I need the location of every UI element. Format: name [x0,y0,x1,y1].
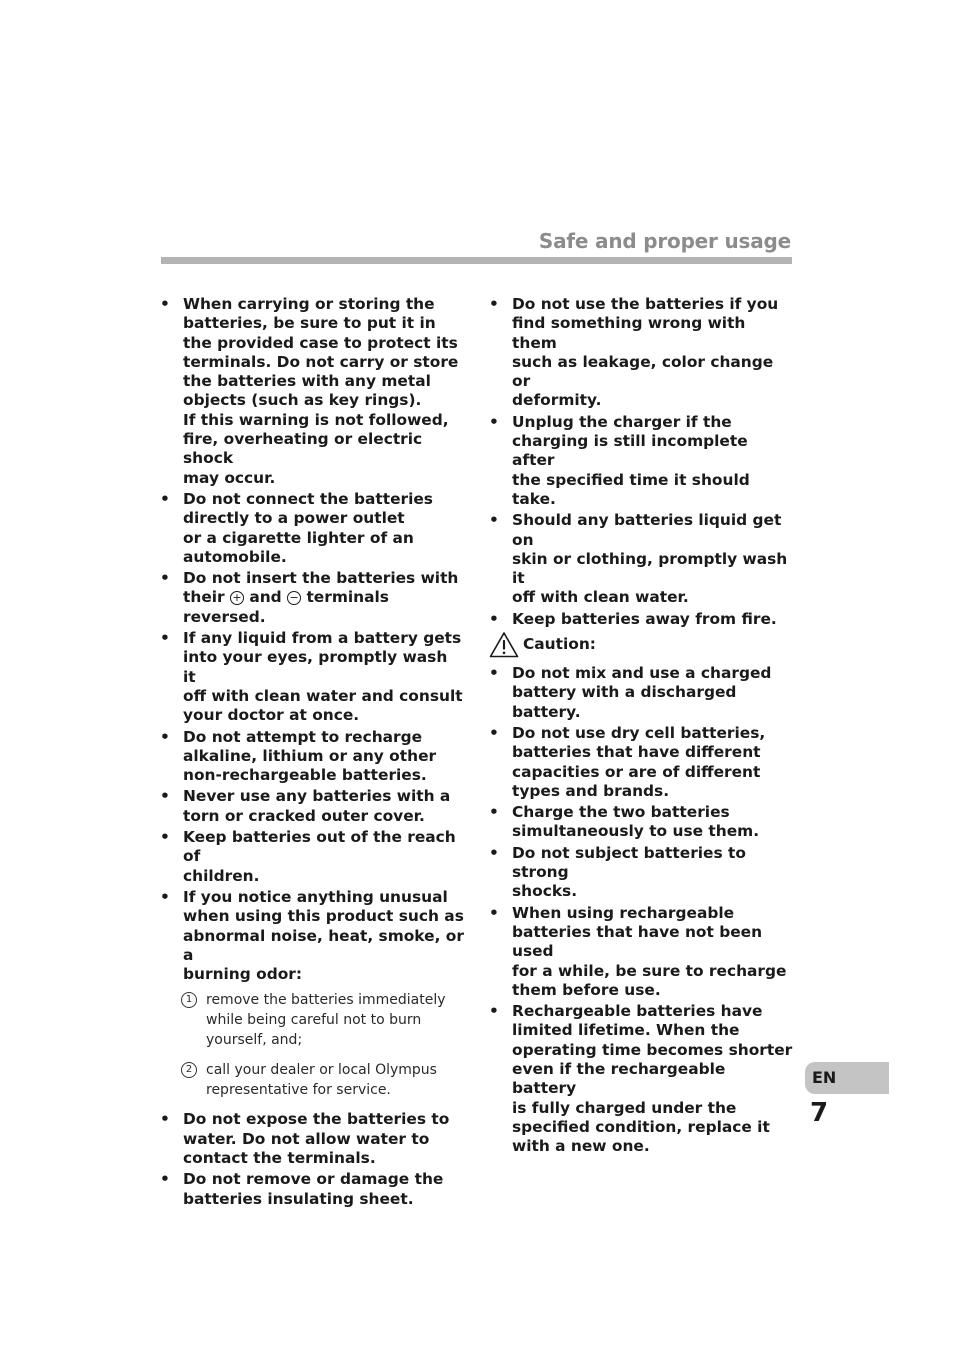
bullet-dot: • [489,723,499,742]
list-item: • Unplug the charger if the charging is still incomplete after the specified time it should take. [489,412,750,508]
list-item: • Do not connect the batteries directly to a power outlet or a cigarette lighter of an automobile. [160,489,433,566]
section-title: Safe and proper usage [538,229,791,253]
circled-number-1: 1 [181,992,197,1008]
caution-label: Caution: [523,634,596,653]
language-tab: EN [805,1062,889,1094]
warning-triangle-icon [489,631,519,658]
list-item: • Do not use the batteries if you find something wrong with them such as leakage, color change or deformity. [489,295,779,410]
bullet-dot: • [160,629,170,648]
title-rule [161,257,792,264]
list-item: • Do not expose the batteries to water. Do not allow water to contact the terminals. [160,1110,450,1167]
page-number: 7 [810,1098,829,1128]
right-column [489,295,794,1158]
bullet-dot: • [489,843,499,862]
bullet-dot: • [489,412,499,431]
list-item: • Keep batteries away from fire. [489,609,777,628]
step-item: 2 call your dealer or local Olympus representative for service. [181,1060,465,1100]
bullet-dot: • [489,903,499,922]
bullet-dot: • [489,295,499,313]
caution-bullet-list [489,664,794,1156]
bullet-dot: • [160,569,170,588]
minus-terminal-icon: − [287,591,301,605]
step-item: 1 remove the batteries immediately while being careful not to burn yourself, and; [181,990,465,1050]
list-item: • Never use any batteries with a torn or cracked outer cover. [160,787,451,825]
bullet-dot: • [160,828,170,847]
list-item: • Do not remove or damage the batteries insulating sheet. [160,1170,444,1208]
numbered-steps [160,990,465,1100]
list-item: • If any liquid from a battery gets into your eyes, promptly wash it off with clean water and consult your doctor at once. [160,629,463,725]
list-item: • When carrying or storing the batteries, be sure to put it in the provided case to protect its terminals. Do not carry or store the batteries with any metal objects (such as key rings). If this warning is not followed, fire, overheating or electric shock may occur. [160,295,459,487]
right-bullet-list [489,295,794,629]
bullet-dot: • [489,1002,499,1021]
bullet-dot: • [160,295,170,313]
bullet-dot: • [160,887,170,906]
bullet-dot: • [489,511,499,530]
left-column [160,295,465,1211]
list-item: • Should any batteries liquid get on skin or clothing, promptly wash it off with clean water. [489,511,788,607]
list-item: • Do not mix and use a charged battery with a discharged battery. [489,664,772,721]
caution-heading [489,631,794,658]
bullet-dot: • [160,489,170,508]
left-bullet-list [160,295,465,984]
list-item: • Rechargeable batteries have limited lifetime. When the operating time becomes shorter even if the rechargeable battery is fully charged under the specified condition, replace it with a new one. [489,1002,793,1156]
bullet-dot: • [489,803,499,822]
list-item: • When using rechargeable batteries that have not been used for a while, be sure to recharge them before use. [489,903,787,999]
list-item: • Do not subject batteries to strong shocks. [489,843,746,901]
circled-number-2: 2 [181,1062,197,1078]
plus-terminal-icon: + [230,591,244,605]
bullet-dot: • [489,664,499,683]
bullet-dot: • [160,727,170,746]
list-item: • If you notice anything unusual when using this product such as abnormal noise, heat, smoke, or a burning odor: [160,887,464,984]
list-item: • Do not attempt to recharge alkaline, lithium or any other non-rechargeable batteries. [160,727,437,785]
list-item: • Do not insert the batteries with their + and − terminals reversed. [160,569,459,626]
bullet-dot: • [160,787,170,806]
list-item: • Keep batteries out of the reach of children. [160,828,456,885]
left-bullet-list-continued [160,1110,465,1208]
list-item: • Do not use dry cell batteries, batteries that have different capacities or are of different types and brands. [489,723,766,800]
bullet-dot: • [160,1110,170,1129]
bullet-dot: • [160,1170,170,1189]
list-item: • Charge the two batteries simultaneously to use them. [489,803,760,841]
bullet-dot: • [489,609,499,628]
